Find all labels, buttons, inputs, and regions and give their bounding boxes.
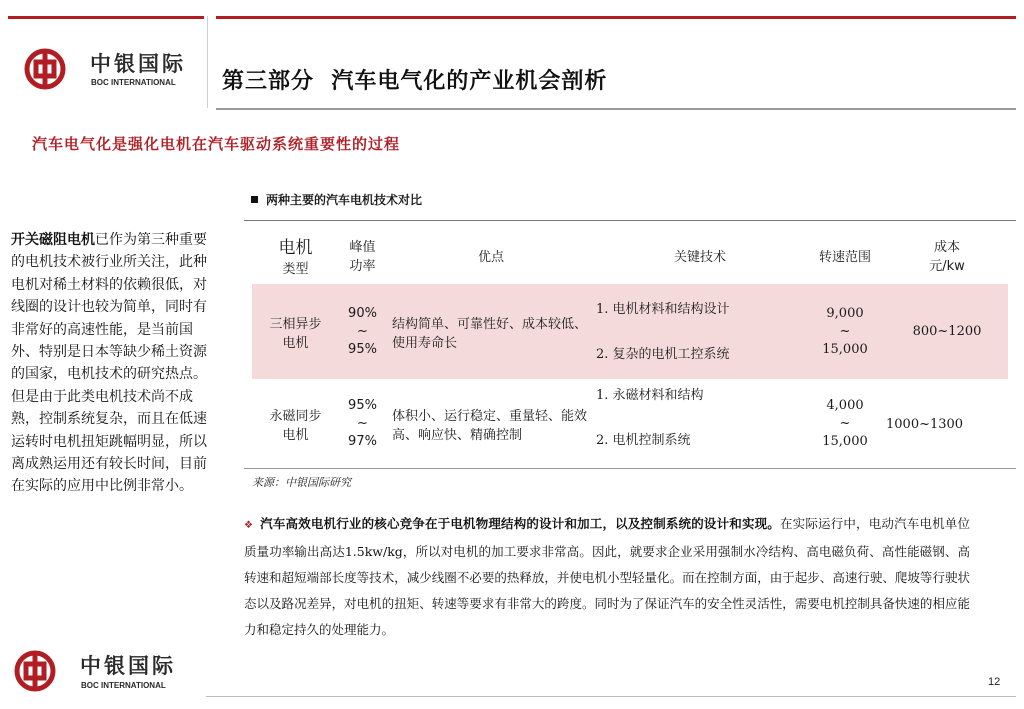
cell-advantages: 体积小、运行稳定、重量轻、能效高、响应快、精确控制 bbox=[392, 409, 588, 443]
header-advantages: 优点 bbox=[477, 249, 504, 265]
brand-name-cn: 中银国际 bbox=[90, 52, 186, 76]
table-bottom-rule bbox=[244, 468, 1016, 469]
page-title: 第三部分 汽车电气化的产业机会剖析 bbox=[222, 69, 608, 94]
header-type: 电机 类型 bbox=[278, 238, 313, 277]
brand-name-cn: 中银国际 bbox=[80, 654, 176, 678]
page-number: 12 bbox=[988, 676, 1001, 688]
cell-advantages: 结构简单、可靠性好、成本较低、使用寿命长 bbox=[392, 316, 588, 351]
footer-logo bbox=[14, 648, 189, 694]
header-key-tech: 关键技术 bbox=[673, 249, 726, 265]
cell-peak-power: 90% ~ 95% bbox=[348, 305, 377, 357]
header-divider bbox=[207, 16, 208, 108]
cell-peak-power: 95% ~ 97% bbox=[348, 398, 377, 449]
header-cost: 成本 元/kw bbox=[929, 240, 965, 274]
header-rule-right bbox=[216, 16, 1016, 19]
brand-name-en: BOC INTERNATIONAL bbox=[91, 78, 176, 87]
bullet-paragraph bbox=[244, 511, 970, 643]
table-source: 来源：中银国际研究 bbox=[252, 476, 351, 489]
left-paragraph-body: 已作为第三种重要的电机技术被行业所关注，此种电机对稀土材料的依赖很低，对线圈的设计也较为简单，同时有非常好的高速性能，是当前国外、特别是日本等缺少稀土资源的国家，电机技术的研究热点。但是由于此类电机技术尚不成熟，控制系统复杂，而且在低速运转时电机扭矩跳幅明显，所以离成熟运用还有较长时间，目前在实际的应用中比例非常小。 bbox=[11, 232, 207, 495]
square-bullet-icon bbox=[251, 196, 258, 203]
bullet-body-text: 在实际运行中，电动汽车电机单位质量功率输出高达1.5kw/kg，所以对电机的加工要求非常高。因此，就要求企业采用强制水冷结构、高电磁负荷、高性能磁钢、高转速和超短端部长度等技术，减少线圈不必要的热释放，并使电机小型轻量化。而在控制方面，由于起步、高速行驶、爬坡等行驶状态以及路况差异，对电机的扭矩、转速等要求有非常大的跨度。同时为了保证汽车的安全性灵活性，需要电机控制具备快速的相应能力和稳定持久的处理能力。 bbox=[244, 516, 970, 637]
table-caption bbox=[251, 191, 422, 208]
table-row bbox=[252, 379, 1008, 469]
table-row bbox=[252, 284, 1008, 379]
header-speed-range: 转速范围 bbox=[818, 249, 871, 265]
table-header-row bbox=[252, 226, 1008, 284]
left-paragraph bbox=[11, 229, 214, 498]
cell-cost: 800~1200 bbox=[912, 324, 982, 339]
cell-key-tech: 1. 永磁材料和结构 2. 电机控制系统 bbox=[596, 388, 704, 448]
cell-speed-range: 4,000 ~ 15,000 bbox=[822, 398, 868, 449]
boc-logo-icon bbox=[14, 650, 56, 692]
left-paragraph-lead: 开关磁阻电机 bbox=[11, 232, 95, 248]
boc-logo-icon bbox=[24, 48, 66, 90]
header-peak-power: 峰值 功率 bbox=[349, 240, 376, 274]
section-subtitle: 汽车电气化是强化电机在汽车驱动系统重要性的过程 bbox=[32, 135, 401, 153]
cell-cost: 1000~1300 bbox=[886, 416, 964, 432]
header-underline bbox=[216, 108, 1016, 110]
diamond-bullet-icon: ❖ bbox=[244, 520, 253, 531]
cell-speed-range: 9,000 ~ 15,000 bbox=[822, 305, 868, 357]
table-caption-text: 两种主要的汽车电机技术对比 bbox=[266, 193, 423, 207]
footer-rule bbox=[206, 696, 1016, 697]
cell-key-tech: 1. 电机材料和结构设计 2. 复杂的电机工控系统 bbox=[596, 302, 730, 362]
brand-name-en: BOC INTERNATIONAL bbox=[81, 681, 166, 690]
bullet-bold-text: 汽车高效电机行业的核心竞争在于电机物理结构的设计和加工，以及控制系统的设计和实现。 bbox=[260, 516, 780, 531]
header-logo bbox=[24, 46, 199, 92]
motor-comparison-table bbox=[252, 226, 1008, 469]
cell-type: 三相异步 电机 bbox=[269, 316, 322, 351]
table-top-rule bbox=[244, 220, 1016, 221]
cell-type: 永磁同步 电机 bbox=[269, 409, 322, 443]
header-rule-left bbox=[8, 16, 204, 19]
